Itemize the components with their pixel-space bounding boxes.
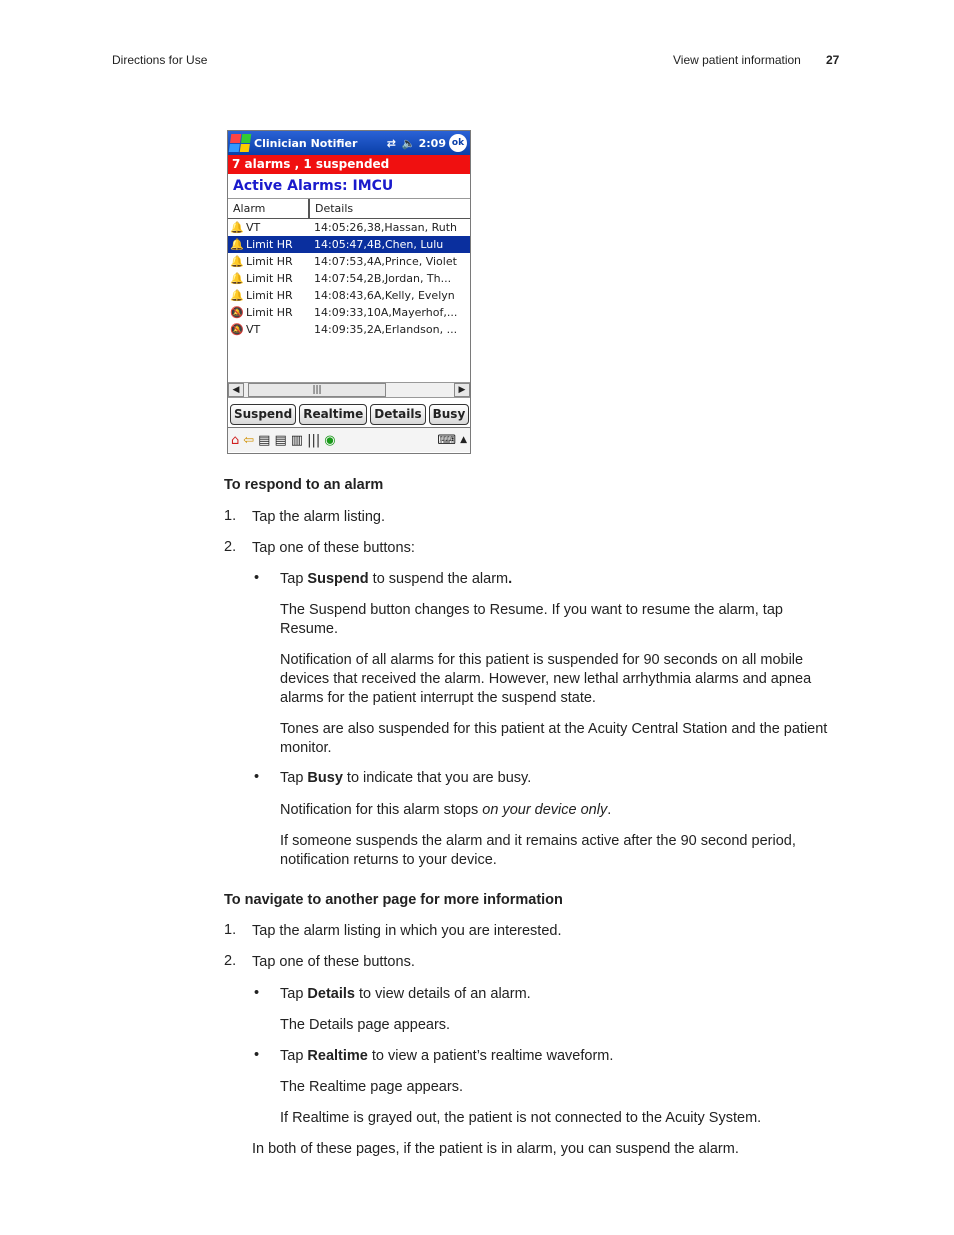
pda-title-bar [228, 131, 470, 155]
back-arrow-icon[interactable]: ⇦ [243, 432, 255, 448]
paragraph: The Suspend button changes to Resume. If you want to resume the alarm, tap Resume. [280, 602, 783, 637]
alarm-type: Limit HR [246, 272, 293, 285]
pda-clock[interactable]: 2:09 [418, 136, 446, 150]
paragraph: Notification for this alarm stops on your device only. [280, 802, 612, 818]
paragraph: In both of these pages, if the patient is in alarm, you can suspend the alarm. [252, 1141, 739, 1157]
pda-app-title: Clinician Notifier [254, 136, 358, 150]
alarm-type: Limit HR [246, 255, 293, 268]
busy-button[interactable]: Busy [429, 404, 470, 425]
running-header-left: Directions for Use [112, 53, 208, 67]
bullet-details: Tap Details to view details of an alarm. [280, 986, 531, 1002]
status-green-icon[interactable]: ◉ [324, 432, 336, 448]
alarm-type: Limit HR [246, 289, 293, 302]
paragraph: The Details page appears. [280, 1017, 451, 1033]
step-number: 1. [224, 508, 237, 524]
scroll-right-icon[interactable]: ▶ [454, 383, 470, 397]
step-text: Tap one of these buttons. [252, 954, 415, 970]
alarm-type: Limit HR [246, 238, 293, 251]
alarm-details: 14:09:33,10A,Mayerhof,... [314, 306, 458, 319]
keyboard-icon[interactable]: ⌨ [437, 432, 457, 448]
details-button[interactable]: Details [370, 404, 425, 425]
running-header-section: View patient information [673, 53, 801, 67]
alarm-type: Limit HR [246, 306, 293, 319]
alarm-type: VT [246, 221, 261, 234]
alarm-details: 14:07:54,2B,Jordan, Th... [314, 272, 452, 285]
bullet-realtime: Tap Realtime to view a patient’s realtime waveform. [280, 1048, 614, 1064]
heading-navigate: To navigate to another page for more information [224, 892, 563, 908]
bell-muted-icon: 🔕 [230, 306, 244, 319]
scroll-track[interactable] [244, 383, 454, 397]
paragraph: Tones are also suspended for this patient at the Acuity Central Station and the patient monitor. [280, 721, 828, 756]
alarm-row[interactable] [228, 253, 470, 270]
bullet-suspend: Tap Suspend to suspend the alarm. [280, 571, 513, 587]
step-text: Tap the alarm listing in which you are interested. [252, 923, 562, 939]
bullet-marker: • [254, 985, 260, 1001]
connectivity-icon[interactable]: ⇄ [386, 136, 396, 150]
step-text: Tap the alarm listing. [252, 509, 385, 525]
speaker-muted-icon[interactable]: 🔈 [401, 136, 416, 150]
scroll-thumb[interactable]: ||| [248, 383, 386, 397]
heading-respond: To respond to an alarm [224, 477, 384, 493]
alarm-row[interactable] [228, 304, 470, 321]
alarm-row[interactable] [228, 270, 470, 287]
windows-start-icon[interactable] [229, 134, 252, 152]
bullet-marker: • [254, 1047, 260, 1063]
alarm-row[interactable] [228, 287, 470, 304]
bell-blue-icon: 🔔 [230, 238, 244, 251]
scroll-left-icon[interactable]: ◀ [228, 383, 244, 397]
paragraph: The Realtime page appears. [280, 1079, 463, 1095]
alarm-details: 14:05:47,4B,Chen, Lulu [314, 238, 444, 251]
paragraph: If Realtime is grayed out, the patient is not connected to the Acuity System. [280, 1110, 762, 1126]
step-text: Tap one of these buttons: [252, 540, 415, 556]
input-menu-arrow-icon[interactable]: ▲ [460, 435, 467, 445]
column-header-alarm[interactable]: Alarm [228, 199, 310, 218]
alarm-status-banner: 7 alarms , 1 suspended [228, 155, 470, 174]
alarm-row[interactable] [228, 321, 470, 338]
step-number: 2. [224, 953, 237, 969]
barcode-icon[interactable]: ||| [307, 432, 321, 448]
action-button-bar [228, 402, 470, 428]
step-number: 1. [224, 922, 237, 938]
home-icon[interactable]: ⌂ [231, 432, 240, 448]
bell-muted-red-icon: 🔕 [230, 323, 244, 336]
paragraph: If someone suspends the alarm and it remains active after the 90 second period, notification returns to your device. [280, 833, 796, 868]
alarm-details: 14:07:53,4A,Prince, Violet [314, 255, 457, 268]
horizontal-scrollbar[interactable] [228, 383, 470, 398]
alarm-row-selected[interactable] [228, 236, 470, 253]
bell-outline-icon: 🔔 [230, 255, 244, 268]
bullet-marker: • [254, 570, 260, 586]
pda-screenshot [227, 130, 471, 454]
pda-taskbar [228, 428, 470, 452]
realtime-button[interactable]: Realtime [299, 404, 367, 425]
ok-button[interactable]: ok [449, 134, 467, 152]
page-number: 27 [826, 53, 840, 67]
alarm-details: 14:09:35,2A,Erlandson, ... [314, 323, 458, 336]
alarm-list-header [228, 199, 470, 219]
bullet-marker: • [254, 769, 260, 785]
bell-yellow-icon: 🔔 [230, 272, 244, 285]
bullet-busy: Tap Busy to indicate that you are busy. [280, 770, 532, 786]
paragraph: Notification of all alarms for this patient is suspended for 90 seconds on all mobile devices that received the alarm. However, new lethal arrhythmia alarms and apnea alarms for the patient interrupt the suspend state. [280, 652, 812, 706]
bell-yellow-icon: 🔔 [230, 289, 244, 302]
document-icon[interactable]: ▥ [290, 432, 304, 448]
step-number: 2. [224, 539, 237, 555]
alarm-list [228, 219, 470, 383]
alarm-type: VT [246, 323, 261, 336]
active-alarms-heading: Active Alarms: IMCU [228, 174, 470, 199]
list-icon[interactable]: ▤ [258, 432, 271, 448]
suspend-button[interactable]: Suspend [230, 404, 296, 425]
list-alt-icon[interactable]: ▤ [274, 432, 287, 448]
column-header-details[interactable]: Details [315, 202, 354, 215]
alarm-row[interactable] [228, 219, 470, 236]
alarm-details: 14:05:26,38,Hassan, Ruth [314, 221, 457, 234]
bell-red-icon: 🔔 [230, 221, 244, 234]
alarm-details: 14:08:43,6A,Kelly, Evelyn [314, 289, 455, 302]
